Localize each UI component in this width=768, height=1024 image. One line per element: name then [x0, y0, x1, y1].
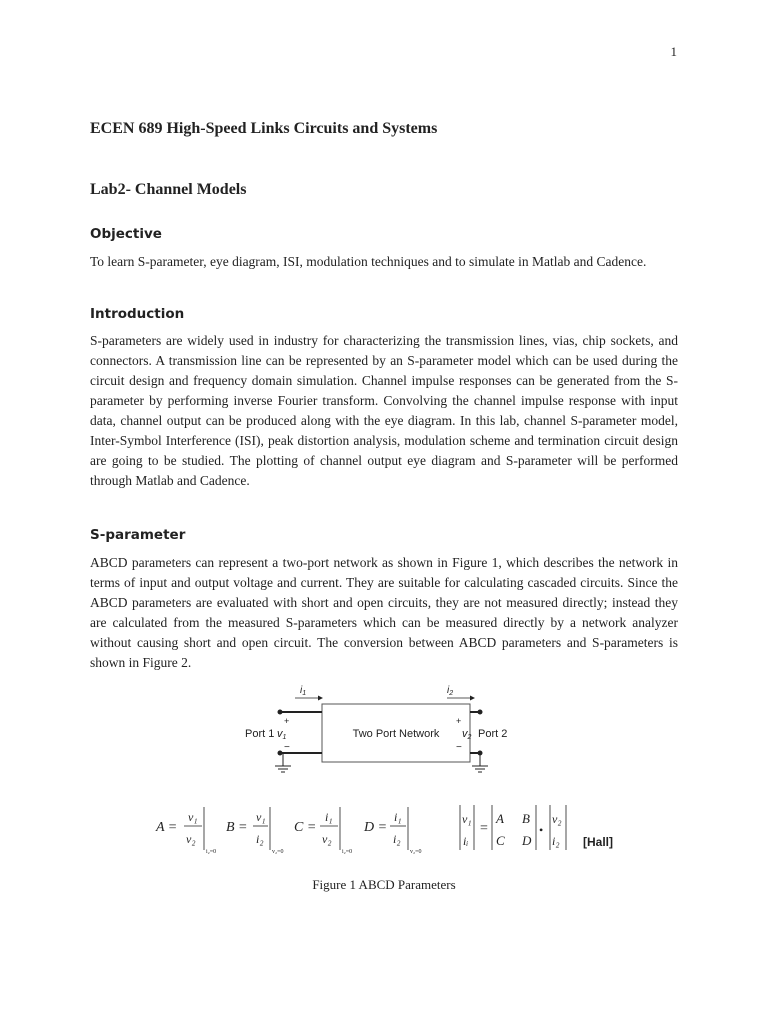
introduction-heading: Introduction — [90, 306, 185, 322]
eq-b: B = — [226, 820, 248, 835]
port1-minus: − — [284, 742, 290, 753]
svg-text:i₁: i₁ — [325, 810, 333, 824]
port1-plus: + — [284, 716, 290, 726]
page-number: 1 — [670, 44, 677, 59]
svg-text:C: C — [496, 833, 505, 848]
svg-text:v₂=0: v₂=0 — [272, 849, 284, 855]
i1-label: $i_1$ — [300, 685, 307, 697]
svg-text:i₂: i₂ — [552, 834, 560, 848]
port1-label: Port 1 — [245, 728, 275, 740]
citation: [Hall] — [583, 835, 613, 849]
svg-text:v₁: v₁ — [188, 810, 198, 824]
svg-text:v₁: v₁ — [256, 810, 266, 824]
svg-text:D: D — [522, 833, 532, 848]
course-title: ECEN 689 High-Speed Links Circuits and Systems — [90, 120, 438, 137]
lab-title: Lab2- Channel Models — [90, 181, 247, 198]
svg-text:i₂: i₂ — [256, 832, 264, 846]
svg-text:v₂: v₂ — [322, 832, 332, 846]
svg-text:i₂=0: i₂=0 — [206, 849, 217, 855]
box-label: Two Port Network — [352, 728, 440, 740]
sparameter-heading: S-parameter — [90, 527, 186, 543]
svg-text:=: = — [480, 821, 488, 836]
objective-heading: Objective — [90, 226, 162, 242]
port2-top-terminal — [478, 710, 483, 715]
introduction-text: S-parameters are widely used in industry for characterizing the transmission lines, vias, chip sockets, and connectors. A transmission line can be represented by an S-parameter model which can be used during the circuit design and frequency domain simulation. Channel impulse responses can be generated from the S-parameter by performing inverse Fourier transform. Convolving the channel impulse response with input data, channel output can be produced along with the eye diagram. In this lab, channel S-parameter model, Inter-Symbol Interference (ISI), peak distortion analysis, modulation scheme and termination circuit design are going to be studied. The plotting of channel output eye diagram and S-parameter will be performed through Matlab and Cadence. — [90, 333, 678, 488]
svg-text:A: A — [496, 811, 504, 826]
port1-top-terminal — [278, 710, 283, 715]
svg-text:v₂: v₂ — [552, 812, 562, 826]
v2-label: v2 — [462, 728, 472, 741]
abcd-equations — [155, 805, 566, 855]
figure-caption: Figure 1 ABCD Parameters — [312, 877, 456, 892]
svg-text:i₂=0: i₂=0 — [342, 849, 353, 855]
figure-1 — [90, 680, 678, 860]
port2-label: Port 2 — [478, 728, 508, 740]
svg-text:v₂=0: v₂=0 — [410, 849, 422, 855]
svg-text:i₁: i₁ — [394, 810, 402, 824]
objective-text: To learn S-parameter, eye diagram, ISI, modulation techniques and to simulate in Matlab and Cadence. — [90, 254, 647, 269]
svg-text:i₂: i₂ — [393, 832, 401, 846]
eq-d: D = — [364, 820, 388, 835]
svg-text:B: B — [522, 811, 530, 826]
svg-text:•: • — [539, 823, 544, 837]
i2-label: $i_2$ — [447, 685, 454, 697]
svg-text:v₁: v₁ — [462, 812, 472, 826]
sparameter-text: ABCD parameters can represent a two-port network as shown in Figure 1, which describes the network in terms of input and output voltage and current. They are suitable for calculating cascaded circuits. Since the ABCD parameters are evaluated with short and open circuits, they are not measured directly; instead they are calculated from the measured S-parameters which can be measured directly by a network analyzer without causing short and open circuit. The conversion between ABCD parameters and S-parameters is shown in Figure 2. — [90, 555, 678, 670]
v1-label: v1 — [277, 728, 287, 741]
port1-bottom-terminal — [278, 751, 283, 756]
eq-a: A = — [156, 820, 178, 835]
two-port-network-diagram — [90, 680, 678, 860]
port2-plus: + — [456, 716, 462, 726]
svg-text:v₂: v₂ — [186, 832, 196, 846]
eq-c: C = — [294, 820, 317, 835]
svg-text:iᵢ: iᵢ — [463, 834, 469, 848]
port2-minus: − — [456, 742, 462, 753]
